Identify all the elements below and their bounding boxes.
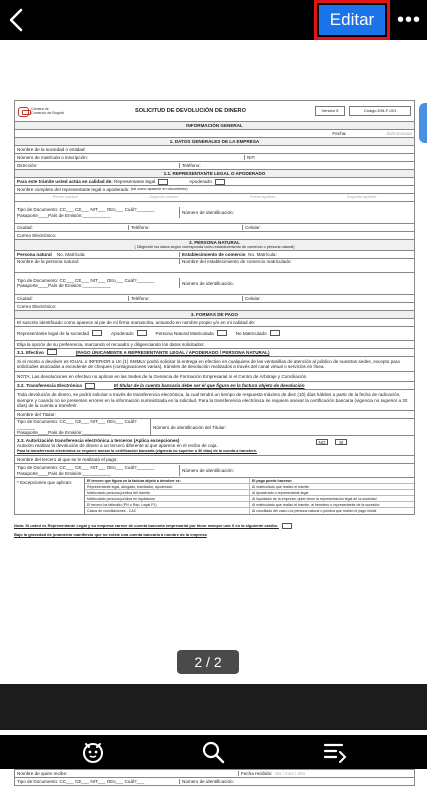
transf-desc: El titular de la cuenta bancaria debe ser el que figura en la factura objeto de devolución xyxy=(113,383,305,389)
nombre-rep-row xyxy=(14,186,415,194)
pn-ciudad-row xyxy=(14,295,415,303)
recibe-num-ident[interactable]: Número de identificación: xyxy=(182,778,234,784)
autoriza-text: Autorizo realizar la devolución de dinero a un tercero diferente al que aparece en el recibo de caja. xyxy=(17,443,218,449)
reading-mode-icon[interactable] xyxy=(80,739,106,765)
matricula-row xyxy=(14,154,415,162)
titular-tipo-doc[interactable]: Tipo de Documento: CC___ CE___ NIT___ Otro___ Cuál?_______ xyxy=(17,419,137,430)
no-matriculado-checkbox[interactable] xyxy=(270,330,280,336)
rep-tipo-doc[interactable]: Tipo de Documento: CC___ CE___ NIT___ Otro___ Cuál?_______ xyxy=(17,207,155,213)
rep-doc-cell xyxy=(15,207,180,218)
exc-cell: El tercero ha fallecido (PN o Rep. Legal PJ) xyxy=(85,502,250,507)
page-top-margin xyxy=(0,40,427,80)
autoriza-nota: Para la transferencia electrónica se requiere anexar la certificación bancaria (vigencia no superior a 30 días) de la cuenta a transferir. xyxy=(17,448,257,453)
calidad-pago-row xyxy=(14,327,415,341)
pn-telefono[interactable]: Teléfono: xyxy=(129,296,243,301)
elija-text: Elija la opción de su preferencia, marcando el recuadro y diligenciando los datos solicitados: xyxy=(14,341,415,349)
recibe-tipo-doc[interactable]: Tipo de Documento: CC___ CE___ NIT___ Otro___ Cuál?___ xyxy=(15,779,180,784)
pn-row xyxy=(14,251,415,259)
exc-cell: Matriculado persona jurídica del trámite xyxy=(85,490,250,495)
fecha-field[interactable]: dd/mm/aaaa xyxy=(386,130,412,136)
apoderado-pago-label: Apoderado xyxy=(111,330,134,336)
tercero-nombre[interactable]: Nombre del tercero al que se le realizará el pago: xyxy=(14,456,415,464)
exc-cell: Matriculado persona jurídica en liquidación xyxy=(85,496,250,501)
pn-ciudad[interactable]: Ciudad: xyxy=(15,296,129,301)
recibe-row xyxy=(14,770,415,778)
exc-cell: Al conciliado del caso o la persona natural o jurídica que realizó el pago inicial xyxy=(252,509,377,514)
section-2 xyxy=(14,240,415,251)
titular-num-ident[interactable]: Número de identificación del Titular: xyxy=(153,424,227,430)
rep-pasaporte[interactable]: Pasaporte____País de Emisión:___________ xyxy=(17,212,111,218)
exc-cell: Al liquidador de la empresa, quien tiene la representación legal de la sociedad xyxy=(252,496,377,501)
section-1: 1. DATOS GENERALES DE LA EMPRESA xyxy=(14,138,415,146)
calidad-row xyxy=(14,178,415,186)
fecha-label: Fecha: xyxy=(332,130,347,136)
nota-text: NOTA: Las devoluciones en efectivo no aplican en las Sedes de la Gerencia de Formación Empresarial ni el Centro de Arbitraje y Conciliación. xyxy=(14,372,415,382)
direccion-row xyxy=(14,162,415,170)
pn-pasaporte[interactable]: Pasaporte____País de Emisión:___________ xyxy=(17,283,111,289)
para-tramite-label: Para este trámite usted actúa en calidad de: xyxy=(17,178,113,184)
exc-cell: Al Apoderado o representante legal xyxy=(252,490,309,495)
rep-celular[interactable]: Celular: xyxy=(245,224,261,230)
nombre-sociedad-field[interactable]: Nombre de la sociedad o entidad: xyxy=(14,146,415,154)
nit-field[interactable]: NIT: xyxy=(247,154,256,160)
back-arrow-icon[interactable] xyxy=(6,6,30,34)
pn-label: Persona natural xyxy=(17,251,52,257)
apoderado-checkbox[interactable] xyxy=(215,179,225,185)
exc-head-right: El pago puede hacerse: xyxy=(252,478,293,483)
estab-matricula[interactable]: No. Matrícula: xyxy=(248,251,277,257)
section-2-hint: ( Diligencie los datos según corresponda como establecimiento de comercio o persona natural) xyxy=(134,245,295,250)
nota-final xyxy=(14,521,415,531)
estab-nombre[interactable]: Nombre del establecimiento de comercio matriculado: xyxy=(182,258,292,264)
table-row xyxy=(85,508,414,514)
recibe-doc-row xyxy=(14,778,415,786)
top-bar xyxy=(0,0,427,40)
fecha-recibido-cell xyxy=(239,771,307,776)
autoriza-options xyxy=(313,439,350,445)
juramento-text: Bajo la gravedad de juramento manifiesto que no existe una cuenta bancaria a nombre de la empresa xyxy=(14,532,207,538)
efectivo-row xyxy=(14,349,415,357)
bottom-toolbar xyxy=(0,735,427,769)
section-3: 3. FORMAS DE PAGO xyxy=(14,311,415,319)
pn-matriculada-checkbox[interactable] xyxy=(217,330,227,336)
pn-celular[interactable]: Celular: xyxy=(245,295,261,301)
search-icon[interactable] xyxy=(200,739,226,765)
excepciones-table xyxy=(14,478,415,515)
pn-doc-cell xyxy=(15,278,180,289)
tercero-num-ident[interactable]: Número de identificación: xyxy=(182,467,234,473)
fecha-recibido-label: Fecha recibido: xyxy=(241,770,273,776)
exc-cell: Al matriculado que realizó el trámite, al heredero o representante de la sucesión xyxy=(252,502,380,507)
estab-label: Establecimiento de comercio xyxy=(182,251,246,257)
tercero-tipo-doc[interactable]: Tipo de Documento: CC___ CE___ NIT___ Otro___ Cuál?_______ xyxy=(17,465,155,471)
direccion-field[interactable]: Dirección: xyxy=(15,163,180,168)
apoderado-pago-checkbox[interactable] xyxy=(137,330,147,336)
rep-correo[interactable]: Correo Electrónico: xyxy=(14,232,415,240)
autorizacion-row xyxy=(14,436,415,456)
scroll-handle[interactable] xyxy=(419,103,427,143)
pn-nombre-row xyxy=(14,259,415,273)
tercero-doc-cell xyxy=(15,465,180,476)
rep-legal-checkbox[interactable] xyxy=(158,179,168,185)
pn-tipo-doc[interactable]: Tipo de Documento: CC___ CE___ NIT___ Otro___ Cuál?_______ xyxy=(17,277,155,283)
titular-doc-cell xyxy=(15,419,151,435)
titular-doc-row xyxy=(14,419,415,436)
no-option[interactable]: NO xyxy=(316,439,328,445)
pn-matricula[interactable]: No. Matrícula: xyxy=(56,251,86,257)
fecha-row xyxy=(14,130,415,138)
rep-legal-label: Representante legal xyxy=(114,178,156,184)
titular-pasaporte[interactable]: Pasaporte____País de Emisión:___________ xyxy=(17,429,111,435)
efectivo-checkbox[interactable] xyxy=(47,349,57,355)
efectivo-desc: (PAGO ÚNICAMENTE A REPRESENTANTE LEGAL / APODERADO / PERSONA NATURAL) xyxy=(75,349,270,355)
nota-final-checkbox[interactable] xyxy=(282,523,292,529)
form-header xyxy=(14,100,415,122)
exc-cell: Representante legal, abogado, tramitador, apoderado xyxy=(85,484,250,489)
col-hint-3: Primer apellido xyxy=(250,195,276,200)
nombre-rep-label: Nombre completo del representante legal o apoderado: xyxy=(17,186,130,192)
estab-cell xyxy=(180,252,279,257)
si-option[interactable]: SI xyxy=(335,439,347,445)
rep-sociedad-label: Representante legal de la sociedad xyxy=(17,330,90,336)
efectivo-label: 3.1. Efectivo xyxy=(17,349,44,355)
transf-text: Toda devolución de dinero, se podrá solicitar a través de transferencia electrónica, la cual tendrá un tiempo de respuesta máximo de diez (10) días hábiles a partir de la fecha de radicación, siempre y cuando no se presenten errores en la información suministrada en la solicitud. Para la transferencia electrónica se requiere anexar la certificación bancaria (vigencia no superior a 30 días) de la cuenta a transferir. xyxy=(14,390,415,411)
form-version: Versión 5 xyxy=(315,106,345,116)
nota-final-text: Nota: Si usted es Representante Legal y su empresa carece de cuenta bancaria empresarial por favor marque una X en la siguiente casilla: xyxy=(14,523,278,529)
nombre-cols-row[interactable] xyxy=(14,194,415,202)
section-1-1: 1.1. REPRESENTANTE LEGAL O APODERADO xyxy=(14,170,415,178)
col-hint-1: Primer nombre xyxy=(52,195,78,200)
autorizacion-label: 3.3. Autorización transferencia electrónica a terceros (Aplica excepciones) xyxy=(17,438,180,444)
matricula-field[interactable]: Número de matrícula o inscripción: xyxy=(15,155,245,160)
rep-ciudad[interactable]: Ciudad: xyxy=(15,225,129,230)
tercero-pasaporte[interactable]: Pasaporte____País de Emisión:___________ xyxy=(17,470,111,476)
col-hint-4: Segundo apellido xyxy=(346,195,377,200)
monto-text: Si el monto a devolver es IGUAL o INFERIOR a Un (1) SMMLV podrá solicitar la entrega en efectivo en cualquiera de las ventanillas de atención al público de nuestras sedes, excepto para solicitudes asociadas a excedente de cheques (consignaciones varias), trámites de devolución realizados a través del canal virtual o servicios en línea. xyxy=(14,357,415,373)
apoderado-label: Apoderado xyxy=(189,178,212,184)
logo-mark-icon xyxy=(18,107,29,117)
page-indicator: 2 / 2 xyxy=(177,650,239,674)
pn-cell xyxy=(15,252,180,257)
titular-nombre[interactable]: Nombre del Titular: xyxy=(14,411,415,419)
section-info-general: INFORMACIÓN GENERAL xyxy=(14,122,415,130)
section-2-title: 2. PERSONA NATURAL xyxy=(189,240,240,245)
document-viewer[interactable] xyxy=(0,40,427,784)
col-hint-2: Segundo nombre xyxy=(149,195,179,200)
excepciones-body xyxy=(85,478,414,514)
transf-checkbox[interactable] xyxy=(85,383,95,389)
pn-num-ident[interactable]: Número de identificación: xyxy=(182,280,234,286)
fecha-recibido-field[interactable]: dia / mes / año xyxy=(274,770,306,776)
rep-num-ident[interactable]: Número de identificación: xyxy=(182,209,234,215)
pn-matriculada-label: Persona Natural Matriculada xyxy=(155,330,214,336)
form-document xyxy=(14,100,415,540)
pn-correo[interactable]: Correo Electrónico: xyxy=(14,303,415,311)
pn-doc-row xyxy=(14,273,415,295)
transf-label: 3.2. Transferencia Electrónica xyxy=(17,383,82,389)
nombre-recibe[interactable]: Nombre de quien recibe: xyxy=(15,771,239,776)
form-code: Código DIN-F-001 xyxy=(349,106,411,116)
excepciones-label: * Excepciones que aplican: xyxy=(15,478,85,514)
more-options-icon[interactable]: ••• xyxy=(397,9,422,31)
rep-telefono[interactable]: Teléfono: xyxy=(129,225,243,230)
tercero-doc-row xyxy=(14,464,415,478)
nombre-rep-hint: (tal como aparece en documento) xyxy=(130,187,188,192)
pdf-page-1 xyxy=(0,80,427,684)
suscrito-text: El suscrito identificado como aparece al pie de mi firma manuscrita, actuando en nombre propio y/o en mi calidad de: xyxy=(14,319,415,327)
rep-ciudad-row xyxy=(14,224,415,232)
exc-head-left: El tercero que figura en la factura objeto a devolver es: xyxy=(85,478,250,483)
edit-button[interactable]: Editar xyxy=(319,5,385,35)
rep-sociedad-checkbox[interactable] xyxy=(92,330,102,336)
edit-button-highlight xyxy=(314,0,390,40)
telefono-field[interactable]: Teléfono: xyxy=(182,162,201,168)
logo-text: Cámara de Comercio de Bogotá xyxy=(30,107,64,115)
exc-cell: Al matriculado que realizó el trámite xyxy=(252,484,310,489)
no-matriculado-label: No Matriculado xyxy=(235,330,267,336)
outline-list-icon[interactable] xyxy=(322,739,348,765)
chamber-logo xyxy=(18,104,64,120)
form-title: SOLICITUD DE DEVOLUCIÓN DE DINERO xyxy=(135,108,246,114)
exc-cell: Casos de conciliaciones - CAC xyxy=(85,508,250,514)
rep-doc-row xyxy=(14,202,415,224)
pn-nombre[interactable]: Nombre de la persona natural: xyxy=(15,259,180,264)
transf-row xyxy=(14,382,415,390)
